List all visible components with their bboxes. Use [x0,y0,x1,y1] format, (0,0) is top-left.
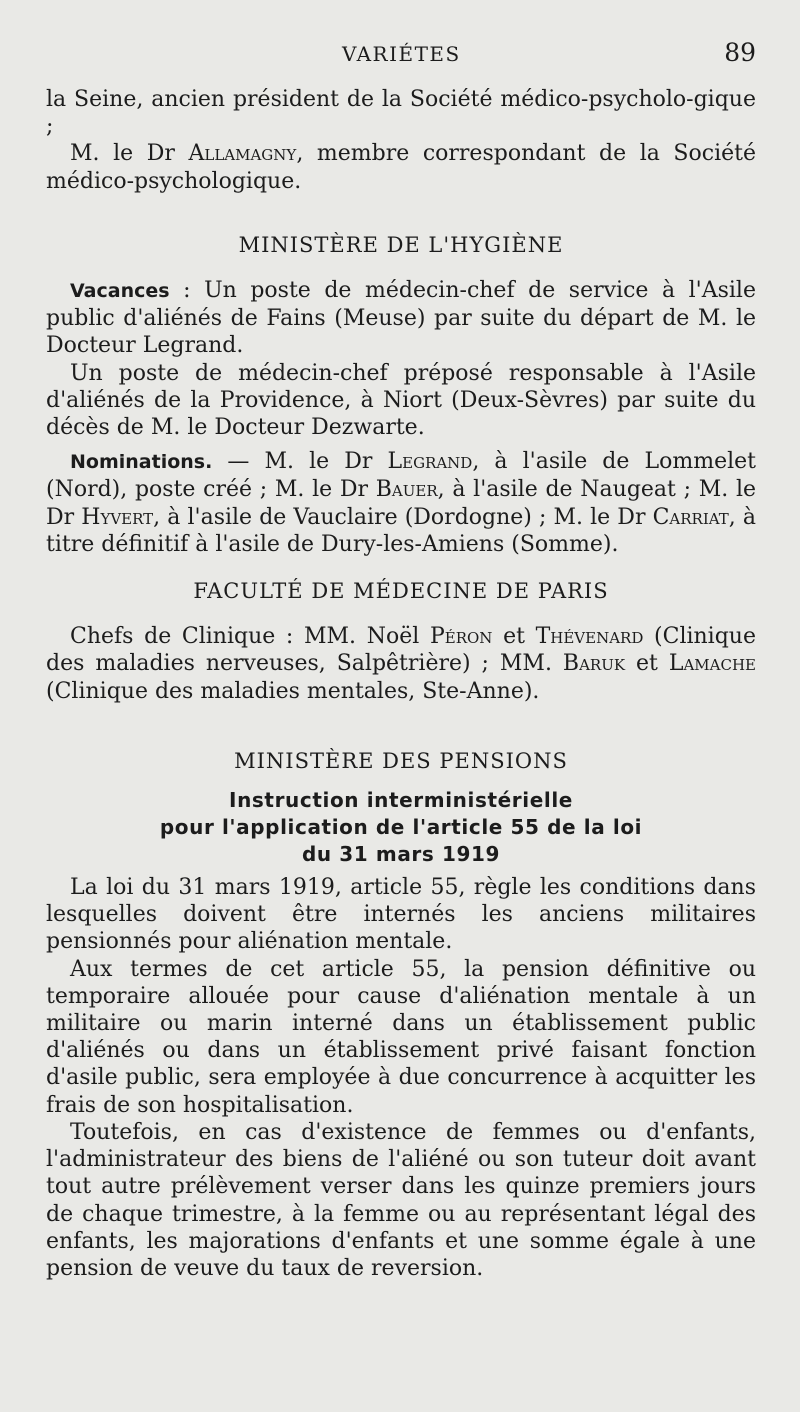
nominations-label: Nominations. [70,451,213,474]
section-title-faculte: FACULTÉ DE MÉDECINE DE PARIS [193,579,609,604]
page-body [46,86,756,1282]
running-title: VARIÉTES [342,42,461,66]
page-header [0,38,800,72]
section-title-hygiene: MINISTÈRE DE L'HYGIÈNE [238,232,564,257]
nominations-paragraph: Nominations. — M. le Dr Legrand, à l'asile de Lommelet (Nord), poste créé ; M. le Dr Bauer, à l'asile de Naugeat ; M. le Dr Hyvert, à l'asile de Vauclaire (Dordogne) ; M. le Dr Carriat, à titre définitif à l'asile de Dury-les-Amiens (Somme). [46,449,756,557]
section-title-pensions: MINISTÈRE DES PENSIONS [234,748,568,773]
instruction-subtitle: Instruction interministérielle pour l'application de l'article 55 de la loi du 31 mars 1919 [159,788,643,867]
chefs-paragraph: Chefs de Clinique : MM. Noël Péron et Thévenard (Clinique des maladies nerveuses, Salpêtrière) ; MM. Baruk et Lamache (Clinique des maladies mentales, Ste-Anne). [46,624,756,704]
pensions-paragraph-1: La loi du 31 mars 1919, article 55, règle les conditions dans lesquelles doivent être internés les anciens militaires pensionnés pour aliénation mentale. [46,875,756,955]
vacances-paragraph: Vacances : Un poste de médecin-chef de service à l'Asile public d'aliénés de Fains (Meuse) par suite du départ de M. le Docteur Legrand. [46,278,756,359]
name-allamagny: Allamagny [188,141,297,167]
poste-paragraph: Un poste de médecin-chef préposé responsable à l'Asile d'aliénés de la Providence, à Niort (Deux-Sèvres) par suite du décès de M. le Docteur Dezwarte. [46,360,756,441]
pensions-paragraph-2: Aux termes de cet article 55, la pension définitive ou temporaire allouée pour cause d'aliénation mentale à un militaire ou marin interné dans un établissement public d'aliénés ou dans un établissement privé faisant fonction d'asile public, sera employée à due concurrence à acquitter les frais de son hospitalisation. [46,956,756,1118]
vacances-label: Vacances [70,280,170,303]
pensions-paragraph-3: Toutefois, en cas d'existence de femmes ou d'enfants, l'administrateur des biens de l'aliéné ou son tuteur doit avant tout autre prélèvement verser dans les quinze premiers jours de chaque trimestre, à la femme ou au représentant légal des enfants, les majorations d'enfants et une somme égale à une pension de veuve du taux de reversion. [46,1119,756,1281]
page-number: 89 [724,38,756,67]
intro-line-1: la Seine, ancien président de la Société médico-psycholo-gique ; [46,87,756,140]
intro-paragraph-2: M. le Dr Allamagny, membre correspondant de la Société médico-psychologique. [46,141,756,194]
